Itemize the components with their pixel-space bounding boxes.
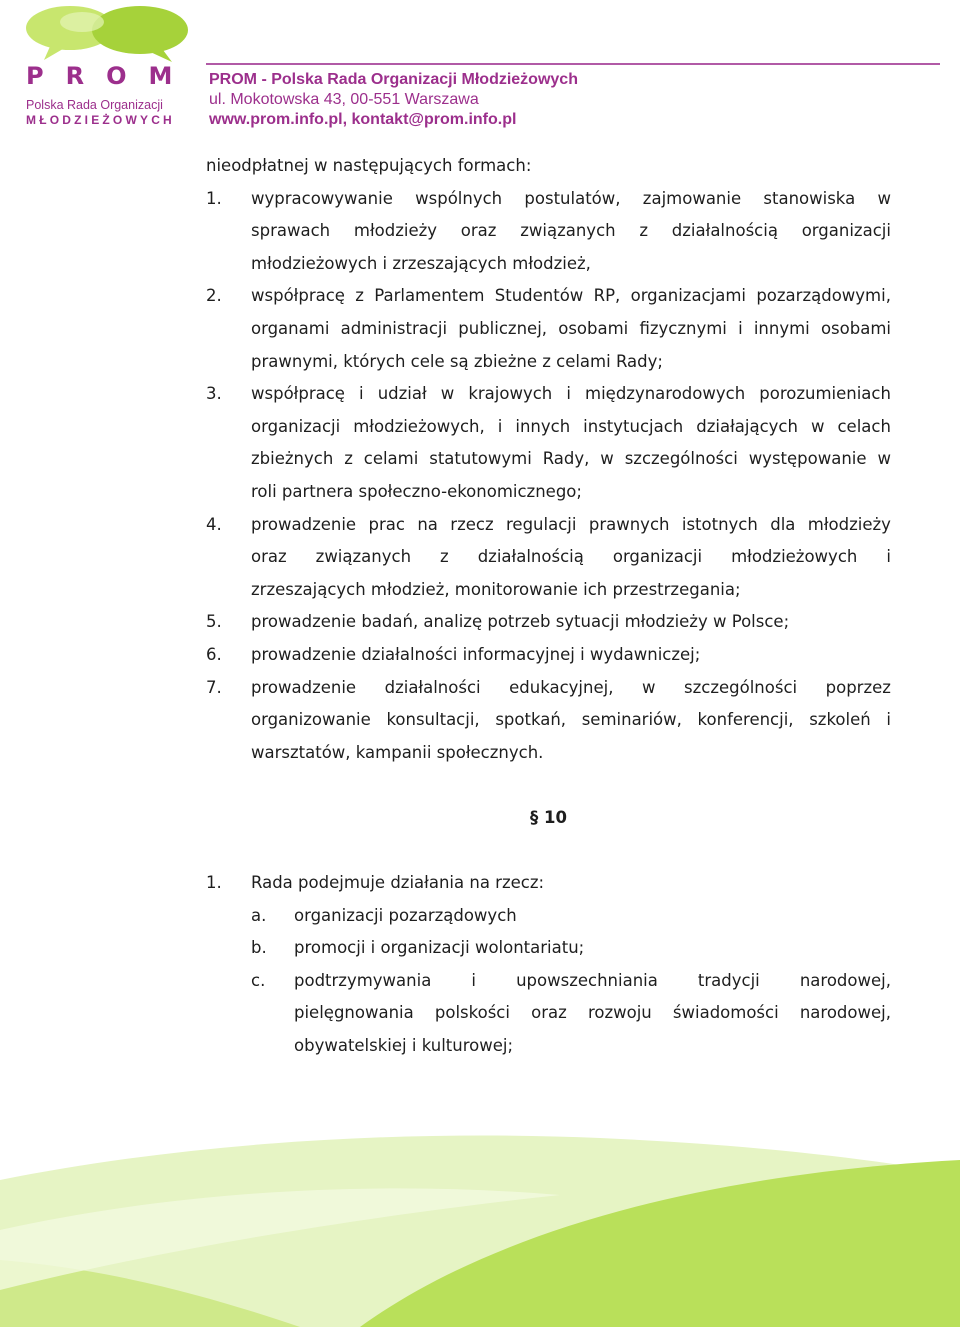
- list-item-line: prawnymi, których cele są zbieżne z celami Rady;: [251, 351, 663, 371]
- sublist-item-line: pielęgnowania polskości oraz rozwoju świadomości narodowej,: [294, 1003, 891, 1023]
- section-heading: § 10: [530, 808, 567, 827]
- sublist-letter: a.: [251, 905, 267, 925]
- list-item-line: młodzieżowych i zrzeszających młodzież,: [251, 253, 591, 273]
- list-number: 7.: [206, 677, 222, 697]
- list-item-line: organizowanie konsultacji, spotkań, seminariów, konferencji, szkoleń i: [251, 710, 891, 730]
- sublist-item-line: obywatelskiej i kulturowej;: [294, 1036, 514, 1055]
- list-item-line: prowadzenie prac na rzecz regulacji prawnych istotnych dla młodzieży: [251, 514, 891, 534]
- list-item-line: prowadzenie badań, analizę potrzeb sytuacji młodzieży w Polsce;: [251, 612, 790, 632]
- list-item-line: współpracę z Parlamentem Studentów RP, organizacjami pozarządowymi,: [251, 286, 891, 306]
- list-number: 2.: [206, 286, 222, 306]
- footer-wave-decoration: [0, 1120, 960, 1327]
- list-item-line: zrzeszających młodzież, monitorowanie ich przestrzegania;: [251, 579, 741, 599]
- list-item-line: roli partnera społeczno-ekonomicznego;: [251, 482, 582, 501]
- sublist-letter: b.: [251, 938, 267, 958]
- intro-text: nieodpłatnej w następujących formach:: [206, 156, 532, 175]
- list-number: 6.: [206, 645, 222, 664]
- org-name: PROM - Polska Rada Organizacji Młodzieżowych: [209, 71, 578, 88]
- sublist-item-line: podtrzymywania i upowszechniania tradycji narodowej,: [294, 970, 891, 990]
- org-address: ul. Mokotowska 43, 00-551 Warszawa: [209, 91, 479, 108]
- logo-wordmark: PROM: [26, 62, 195, 90]
- list-item-line: organizacji młodzieżowych, i innych instytucjach działających w celach: [251, 416, 891, 436]
- list-item-line: wypracowywanie wspólnych postulatów, zajmowanie stanowiska w: [251, 188, 891, 208]
- list-number: 5.: [206, 612, 222, 632]
- list-item-line: sprawach młodzieży oraz związanych z działalnością organizacji: [251, 221, 891, 241]
- list-item-line: zbieżnych z celami statutowymi Rady, w szczególności występowanie w: [251, 449, 891, 469]
- speech-bubbles-icon: [22, 2, 192, 64]
- sublist-item-line: organizacji pozarządowych: [294, 905, 517, 925]
- list-item-line: współpracę i udział w krajowych i międzynarodowych porozumieniach: [251, 384, 891, 404]
- list-item-line: Rada podejmuje działania na rzecz:: [251, 873, 545, 892]
- list-number: 4.: [206, 514, 222, 534]
- header-divider: [206, 63, 940, 65]
- org-contact[interactable]: www.prom.info.pl, kontakt@prom.info.pl: [209, 111, 517, 128]
- sublist-item-line: promocji i organizacji wolontariatu;: [294, 938, 585, 958]
- org-info: [209, 70, 578, 130]
- prom-logo: [22, 2, 195, 132]
- list-item-line: prowadzenie działalności informacyjnej i wydawniczej;: [251, 645, 701, 664]
- list-number: 1.: [206, 873, 222, 892]
- sublist-letter: c.: [251, 970, 266, 990]
- logo-subtitle-caps: MŁODZIEŻOWYCH: [26, 113, 175, 127]
- list-item-line: oraz związanych z działalnością organizacji młodzieżowych i: [251, 547, 891, 567]
- list-number: 1.: [206, 188, 222, 208]
- logo-subtitle: Polska Rada Organizacji: [26, 98, 163, 112]
- list-number: 3.: [206, 384, 222, 404]
- list-item-line: organami administracji publicznej, osobami fizycznymi i innymi osobami: [251, 319, 891, 338]
- list-item-line: warsztatów, kampanii społecznych.: [251, 742, 544, 762]
- list-item-line: prowadzenie działalności edukacyjnej, w szczególności poprzez: [251, 677, 891, 697]
